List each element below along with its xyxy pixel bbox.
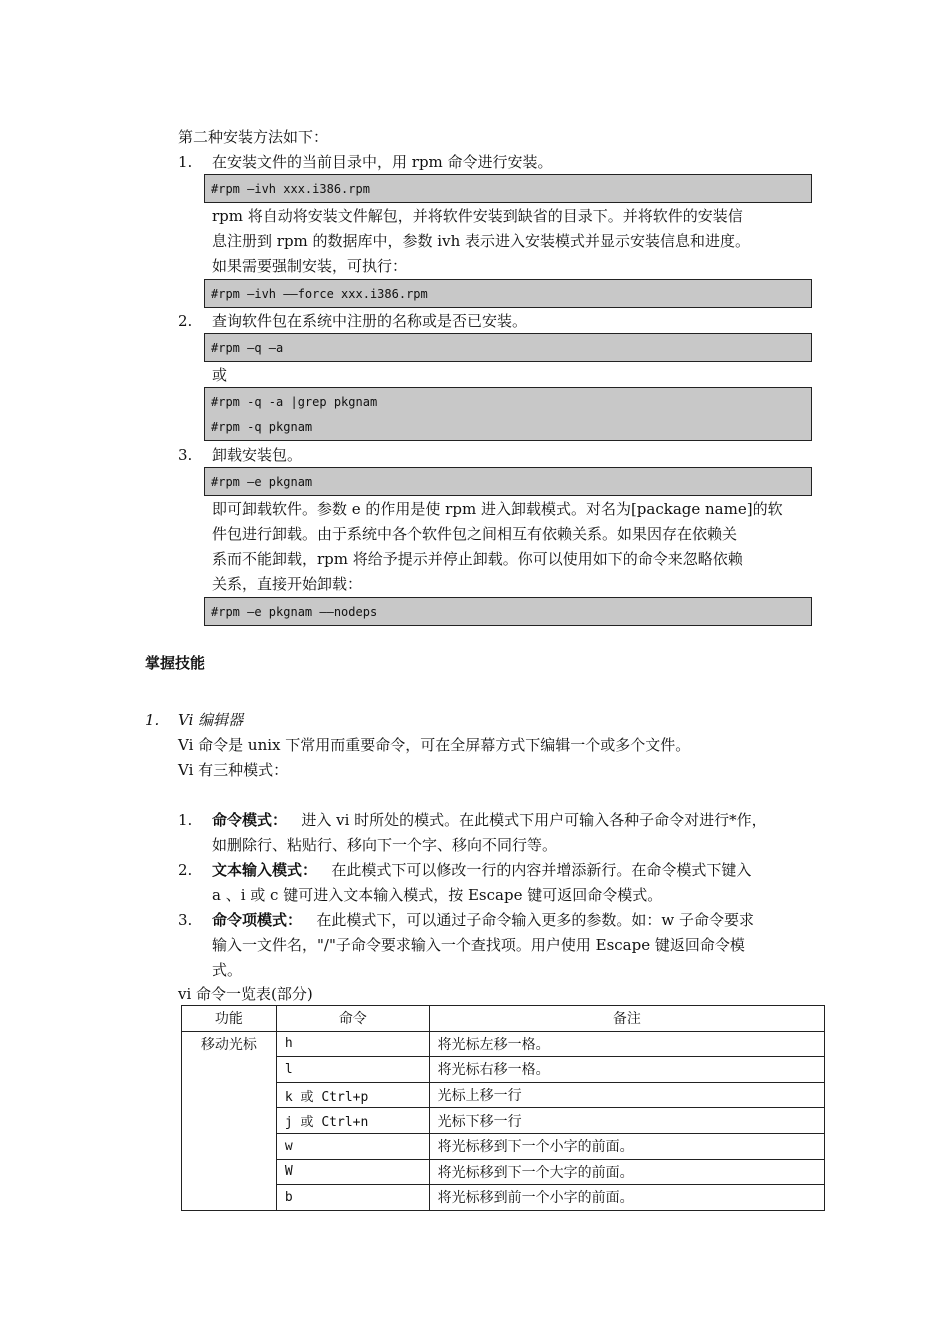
code-block-rpm-query: [204, 333, 812, 362]
vi-intro-line: Vi 命令是 unix 下常用而重要命令，可在全屏幕方式下编辑一个或多个文件。: [178, 736, 691, 754]
mode-3-line: [212, 908, 754, 933]
vi-command-table: [181, 1005, 825, 1211]
code-line: #rpm –ivh xxx.i386.rpm: [211, 182, 370, 196]
step-2-text: 查询软件包在系统中注册的名称或是否已安装。: [212, 312, 528, 330]
function-cell-move-cursor: 移动光标: [182, 1031, 277, 1210]
command-cell: k 或 Ctrl+p: [276, 1082, 429, 1108]
table-row: [182, 1057, 825, 1083]
table-row: [182, 1159, 825, 1185]
command-cell: h: [276, 1031, 429, 1057]
mode-2-desc: 在此模式下可以修改一行的内容并增添新行。在命令模式下键入: [331, 861, 752, 879]
step-3-desc-line: 即可卸载软件。参数 e 的作用是使 rpm 进入卸载模式。对名为[package name]的软: [212, 500, 783, 518]
step-3-number: 3.: [178, 446, 193, 464]
vi-number: 1.: [145, 711, 160, 729]
table-row: [182, 1031, 825, 1057]
mode-2-desc-cont: a 、i 或 c 键可进入文本输入模式，按 Escape 键可返回命令模式。: [212, 886, 663, 904]
header-command: 命令: [276, 1006, 429, 1032]
step-2-number: 2.: [178, 312, 193, 330]
command-cell: w: [276, 1133, 429, 1159]
mode-3-desc-cont: 输入一文件名，"/"子命令要求输入一个查找项。用户使用 Escape 键返回命令模: [212, 936, 745, 954]
remark-cell: 光标上移一行: [429, 1082, 824, 1108]
remark-cell: 光标下移一行: [429, 1108, 824, 1134]
step-3-desc-line: 系而不能卸载，rpm 将给予提示并停止卸载。你可以使用如下的命令来忽略依赖: [212, 550, 743, 568]
step-1-desc-line: 如果需要强制安装，可执行：: [212, 257, 408, 275]
mode-3-name: 命令项模式：: [212, 911, 303, 929]
remark-cell: 将光标左移一格。: [429, 1031, 824, 1057]
vi-modes-line: Vi 有三种模式：: [178, 761, 289, 779]
table-row: [182, 1133, 825, 1159]
table-caption: vi 命令一览表(部分): [178, 985, 313, 1003]
or-text: 或: [212, 366, 228, 384]
remark-cell: 将光标右移一格。: [429, 1057, 824, 1083]
step-1-desc-line: rpm 将自动将安装文件解包，并将软件安装到缺省的目录下。并将软件的安装信: [212, 207, 743, 225]
mode-2-line: [212, 858, 751, 883]
step-3-desc-line: 关系，直接开始卸载：: [212, 575, 363, 593]
code-line: #rpm –e pkgnam ––nodeps: [211, 605, 378, 619]
mode-1-desc-cont: 如删除行、粘贴行、移向下一个字、移向不同行等。: [212, 836, 558, 854]
mode-1-line: [212, 808, 767, 833]
section-title: 掌握技能: [145, 654, 206, 672]
step-1-desc-line: 息注册到 rpm 的数据库中，参数 ivh 表示进入安装模式并显示安装信息和进度。: [212, 232, 751, 250]
step-3-text: 卸载安装包。: [212, 446, 303, 464]
command-cell: b: [276, 1185, 429, 1211]
step-3-desc-line: 件包进行卸载。由于系统中各个软件包之间相互有依赖关系。如果因存在依赖关: [212, 525, 738, 543]
command-cell: l: [276, 1057, 429, 1083]
mode-3-desc: 在此模式下，可以通过子命令输入更多的参数。如：w 子命令要求: [316, 911, 754, 929]
header-function: 功能: [182, 1006, 277, 1032]
code-block-rpm-nodeps: [204, 597, 812, 626]
table-row: [182, 1185, 825, 1211]
step-1-text: 在安装文件的当前目录中，用 rpm 命令进行安装。: [212, 153, 553, 171]
code-block-rpm-install: [204, 174, 812, 203]
remark-cell: 将光标移到下一个大字的前面。: [429, 1159, 824, 1185]
remark-cell: 将光标移到下一个小字的前面。: [429, 1133, 824, 1159]
remark-cell: 将光标移到前一个小字的前面。: [429, 1185, 824, 1211]
table-header-row: [182, 1006, 825, 1032]
mode-3-desc-cont: 式。: [212, 961, 243, 979]
command-cell: j 或 Ctrl+n: [276, 1108, 429, 1134]
header-remark: 备注: [429, 1006, 824, 1032]
mode-1-number: 1.: [178, 811, 193, 829]
mode-1-name: 命令模式：: [212, 811, 288, 829]
step-1-number: 1.: [178, 153, 193, 171]
code-block-rpm-erase: [204, 467, 812, 496]
code-block-rpm-force: [204, 279, 812, 308]
code-line: #rpm –ivh ––force xxx.i386.rpm: [211, 287, 428, 301]
code-line: #rpm -q pkgnam: [211, 420, 313, 434]
code-line: #rpm –q –a: [211, 341, 284, 355]
code-line: #rpm –e pkgnam: [211, 475, 313, 489]
mode-1-desc: 进入 vi 时所处的模式。在此模式下用户可输入各种子命令对进行*作，: [301, 811, 767, 829]
mode-2-number: 2.: [178, 861, 193, 879]
code-line: #rpm -q -a |grep pkgnam: [211, 395, 378, 409]
table-row: [182, 1082, 825, 1108]
mode-2-name: 文本输入模式：: [212, 861, 318, 879]
command-cell: W: [276, 1159, 429, 1185]
table-row: [182, 1108, 825, 1134]
intro-text: 第二种安装方法如下：: [178, 128, 329, 146]
mode-3-number: 3.: [178, 911, 193, 929]
code-block-rpm-grep: [204, 387, 812, 441]
vi-title: Vi 编辑器: [178, 711, 244, 729]
